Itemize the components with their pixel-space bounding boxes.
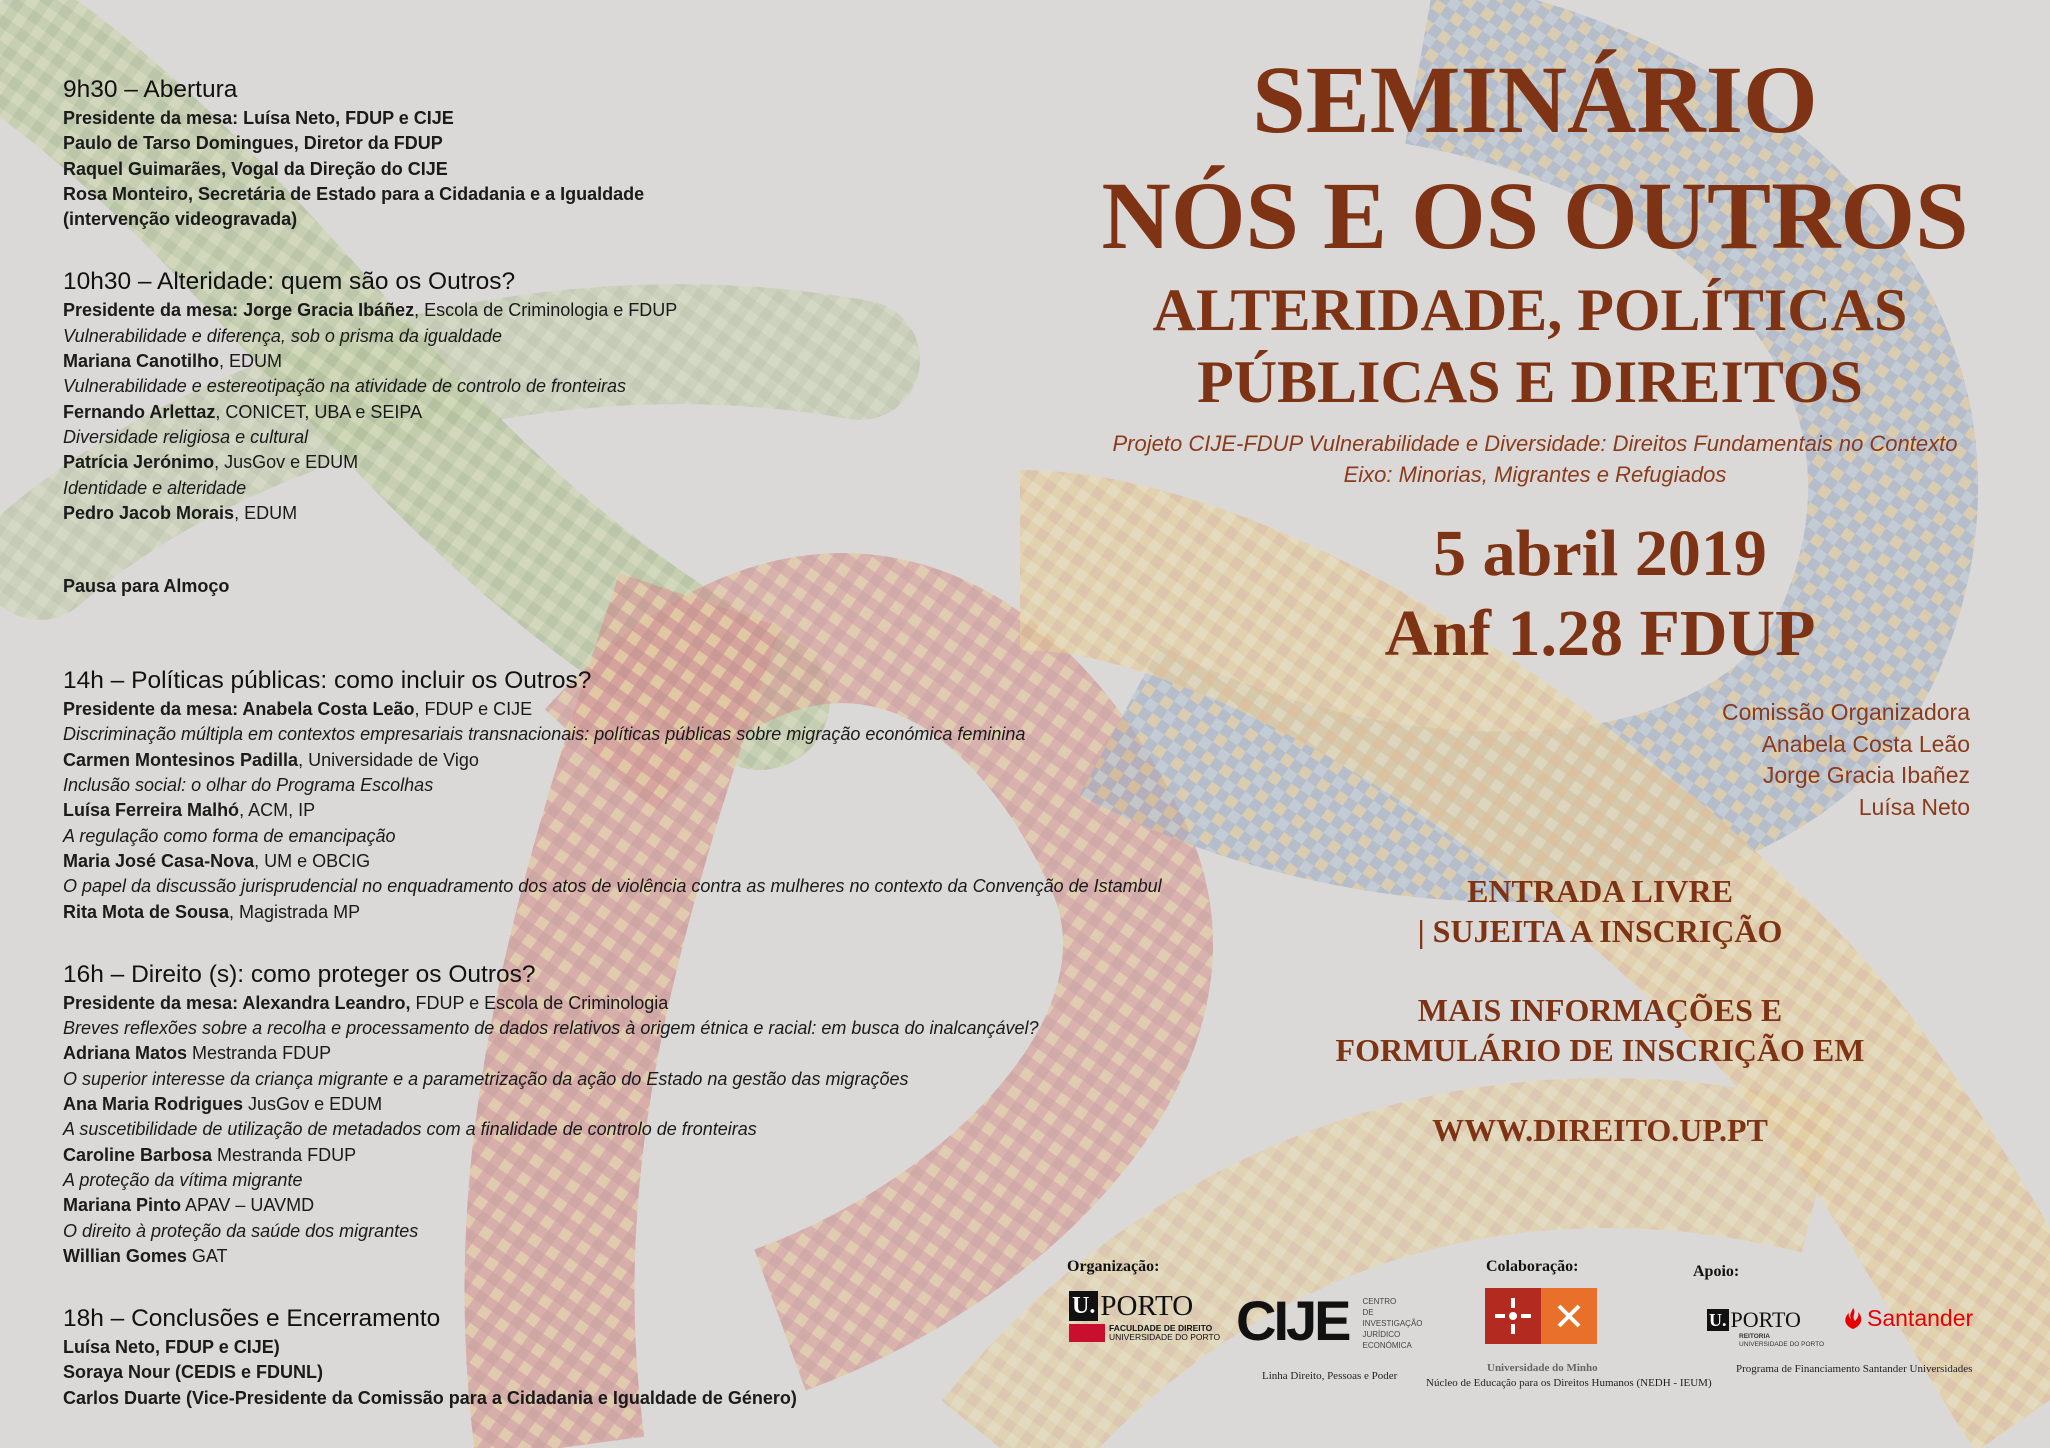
speaker-name: Luísa Ferreira Malhó: [63, 800, 240, 821]
talk-title: Identidade e alteridade: [63, 477, 247, 498]
talk-title: O direito à proteção da saúde dos migrantes: [63, 1220, 419, 1241]
speaker-line: [63, 900, 1223, 925]
speaker-line: Soraya Nour (CEDIS e FDUNL): [63, 1362, 324, 1383]
uporto-text: PORTO: [1100, 1290, 1194, 1322]
session-closing: [63, 1303, 1223, 1411]
talk-title: Discriminação múltipla em contextos empresariais transnacionais: políticas públicas sobre migração económica feminina: [63, 724, 1026, 745]
santander-wordmark: Santander: [1867, 1305, 1974, 1331]
info-line: MAIS INFORMAÇÕES E: [1417, 992, 1783, 1028]
speaker-line: Paulo de Tarso Domingues, Diretor da FDUP: [63, 133, 443, 154]
speaker-line: [63, 501, 1223, 526]
speaker-name: Willian Gomes: [63, 1245, 187, 1266]
speaker-name: Maria José Casa-Nova: [63, 850, 255, 871]
fdup-line: UNIVERSIDADE DO PORTO: [1109, 1332, 1221, 1342]
uminho-red-square: [1485, 1288, 1541, 1344]
speaker-affiliation: , Universidade de Vigo: [298, 749, 479, 770]
speaker-name: Caroline Barbosa: [63, 1144, 213, 1165]
nedh-caption: Núcleo de Educação para os Direitos Humanos (NEDH - IEUM): [1426, 1377, 1712, 1389]
speaker-line: [63, 1092, 1223, 1117]
chair-name: Presidente da mesa: Jorge Gracia Ibáñez: [63, 300, 415, 321]
project-axis: Eixo: Minorias, Migrantes e Refugiados: [1343, 462, 1727, 487]
seminar-name: NÓS E OS OUTROS: [1101, 162, 1969, 269]
talk-title: Diversidade religiosa e cultural: [63, 426, 309, 447]
organization-label: Organização:: [1067, 1258, 1160, 1275]
talk-title: Vulnerabilidade e estereotipação na atividade de controlo de fronteiras: [63, 376, 627, 397]
chair-name: Presidente da mesa: Alexandra Leandro,: [63, 992, 411, 1013]
speaker-name: Fernando Arlettaz: [63, 401, 216, 422]
info-line: FORMULÁRIO DE INSCRIÇÃO EM: [1335, 1032, 1865, 1068]
talk-title: O superior interesse da criança migrante e a parametrização da ação do Estado na gestão das migrações: [63, 1068, 909, 1089]
santander-logo: [1842, 1305, 1973, 1332]
uporto-text: PORTO: [1730, 1307, 1801, 1332]
project-description: [1050, 428, 2020, 490]
support-label: Apoio:: [1693, 1263, 1740, 1280]
speaker-line: [63, 748, 1223, 773]
committee-member: Jorge Gracia Ibañez: [1762, 762, 1970, 788]
session-title: 14h – Políticas públicas: como incluir os Outros?: [63, 667, 592, 695]
session-direitos: [63, 959, 1223, 1269]
speaker-line: Raquel Guimarães, Vogal da Direção do CIJE: [63, 158, 448, 179]
cije-desc-line: CENTRO: [1362, 1297, 1397, 1306]
speaker-line: [63, 1244, 1223, 1269]
subtitle-line: ALTERIDADE, POLÍTICAS: [1152, 277, 1908, 343]
chair-name: Presidente da mesa: Anabela Costa Leão: [63, 699, 415, 720]
speaker-affiliation: Mestranda FDUP: [187, 1043, 332, 1064]
uporto-wordmark: [1707, 1309, 1837, 1331]
fdup-line: FACULDADE DE DIREITO: [1109, 1323, 1213, 1333]
session-title: 16h – Direito (s): como proteger os Outros?: [63, 960, 536, 988]
speaker-name: Ana Maria Rodrigues: [63, 1094, 244, 1115]
cije-desc-line: JURÍDICO: [1362, 1330, 1401, 1339]
chair-affiliation: , Escola de Criminologia e FDUP: [414, 300, 678, 321]
talk-title: Breves reflexões sobre a recolha e processamento de dados relativos à origem étnica e racial: em busca do inalcançável?: [63, 1018, 1039, 1039]
speaker-name: Pedro Jacob Morais: [63, 502, 235, 523]
reitoria-line: UNIVERSIDADE DO PORTO: [1739, 1341, 1824, 1348]
project-line: Projeto CIJE-FDUP Vulnerabilidade e Diversidade: Direitos Fundamentais no Contexto: [1112, 431, 1958, 456]
event-date: 5 abril 2019: [1433, 517, 1767, 590]
speaker-line: [63, 1193, 1223, 1218]
collaboration-label: Colaboração:: [1486, 1258, 1579, 1275]
entry-notice: [1240, 871, 1960, 951]
talk-title: A regulação como forma de emancipação: [63, 825, 396, 846]
speaker-affiliation: , EDUM: [219, 351, 283, 372]
speaker-affiliation: , UM e OBCIG: [254, 850, 371, 871]
speaker-note: (intervenção videogravada): [63, 209, 298, 230]
reitoria-text: [1739, 1333, 1837, 1349]
santander-caption: Programa de Financiamento Santander Universidades: [1736, 1363, 1973, 1375]
uporto-red-bar: [1069, 1324, 1105, 1342]
website-link[interactable]: WWW.DIREITO.UP.PT: [1432, 1112, 1768, 1148]
uminho-cross-icon: [1541, 1288, 1597, 1344]
cije-desc-line: ECONÓMICA: [1362, 1341, 1412, 1350]
session-politicas: [63, 665, 1223, 925]
session-title: 18h – Conclusões e Encerramento: [63, 1305, 441, 1333]
speaker-affiliation: GAT: [186, 1245, 228, 1266]
speaker-name: Rita Mota de Sousa: [63, 901, 230, 922]
organizing-committee: [1722, 697, 1970, 823]
committee-member: Anabela Costa Leão: [1761, 730, 1970, 757]
uminho-star-icon: [1485, 1288, 1541, 1344]
uporto-u-mark: U.: [1069, 1291, 1098, 1321]
chair-affiliation: FDUP e Escola de Criminologia: [410, 992, 669, 1013]
event-venue: Anf 1.28 FDUP: [1384, 597, 1816, 670]
cije-logo: [1236, 1289, 1426, 1354]
seminar-subtitle: [1000, 274, 2050, 418]
committee-title: Comissão Organizadora: [1721, 699, 1970, 725]
talk-title: A suscetibilidade de utilização de metadados com a finalidade de controlo de fronteiras: [63, 1119, 757, 1140]
uporto-fdup-logo: [1069, 1291, 1229, 1347]
speaker-affiliation: Mestranda FDUP: [212, 1144, 357, 1165]
speaker-name: Adriana Matos: [63, 1043, 188, 1064]
speaker-affiliation: , CONICET, UBA e SEIPA: [215, 401, 423, 422]
entry-line: | SUJEITA A INSCRIÇÃO: [1417, 913, 1783, 949]
cije-description: [1363, 1296, 1427, 1351]
fdup-sub: [1069, 1324, 1229, 1342]
chair-line: [63, 991, 1223, 1016]
committee-member: Luísa Neto: [1858, 793, 1970, 820]
session-title: 9h30 – Abertura: [63, 76, 238, 103]
speaker-line: [63, 1041, 1223, 1066]
info-notice: [1200, 990, 2000, 1070]
speaker-name: Mariana Canotilho: [63, 351, 220, 372]
speaker-affiliation: JusGov e EDUM: [243, 1094, 383, 1115]
cije-caption: Linha Direito, Pessoas e Poder: [1262, 1370, 1398, 1382]
speaker-line: [63, 849, 1223, 874]
reitoria-line: REITORIA: [1739, 1333, 1770, 1340]
talk-title: O papel da discussão jurisprudencial no enquadramento dos atos de violência contra as mulheres no contexto da Convenção de Istambul: [63, 876, 1162, 897]
seminar-title: SEMINÁRIO: [1252, 46, 1818, 153]
speaker-line: Rosa Monteiro, Secretária de Estado para a Cidadania e a Igualdade: [63, 183, 645, 204]
uminho-orange-square: [1541, 1288, 1597, 1344]
speaker-affiliation: , JusGov e EDUM: [214, 452, 359, 473]
uminho-logo: [1485, 1288, 1597, 1344]
speaker-name: Carmen Montesinos Padilla: [63, 749, 299, 770]
entry-line: ENTRADA LIVRE: [1467, 873, 1733, 909]
subtitle-line: PÚBLICAS E DIREITOS: [1197, 349, 1863, 415]
cije-wordmark: CIJE: [1236, 1289, 1349, 1352]
talk-title: Inclusão social: o olhar do Programa Escolhas: [63, 775, 434, 796]
speaker-name: Patrícia Jerónimo: [63, 452, 215, 473]
speaker-affiliation: , ACM, IP: [239, 800, 316, 821]
chair-line: Presidente da mesa: Luísa Neto, FDUP e CIJE: [63, 108, 454, 128]
speaker-affiliation: , EDUM: [234, 502, 298, 523]
santander-flame-icon: [1842, 1307, 1864, 1331]
speaker-affiliation: , Magistrada MP: [229, 901, 361, 922]
lunch-break: Pausa para Almoço: [63, 576, 230, 597]
cije-mark: [1236, 1289, 1426, 1352]
speaker-line: Carlos Duarte (Vice-Presidente da Comissão para a Cidadania e Igualdade de Género): [63, 1387, 797, 1408]
uporto-wordmark: [1069, 1291, 1229, 1321]
fdup-text: [1109, 1324, 1220, 1342]
speaker-line: [63, 1143, 1223, 1168]
speaker-line: [63, 450, 1223, 475]
uporto-u-mark: U.: [1709, 1310, 1727, 1330]
uminho-caption: Universidade do Minho: [1487, 1362, 1598, 1374]
chair-line: [63, 697, 1223, 722]
session-title: 10h30 – Alteridade: quem são os Outros?: [63, 268, 516, 296]
chair-affiliation: , FDUP e CIJE: [414, 699, 533, 720]
speaker-line: Luísa Neto, FDUP e CIJE): [63, 1337, 280, 1358]
cije-desc-line: DE INVESTIGAÇÃO: [1362, 1308, 1423, 1328]
speaker-line: [63, 798, 1223, 823]
talk-title: Vulnerabilidade e diferença, sob o prisma da igualdade: [63, 325, 502, 346]
uporto-reitoria-logo: [1707, 1309, 1837, 1353]
speaker-affiliation: APAV – UAVMD: [181, 1195, 315, 1216]
speaker-name: Mariana Pinto: [63, 1195, 182, 1216]
talk-title: A proteção da vítima migrante: [63, 1169, 303, 1190]
